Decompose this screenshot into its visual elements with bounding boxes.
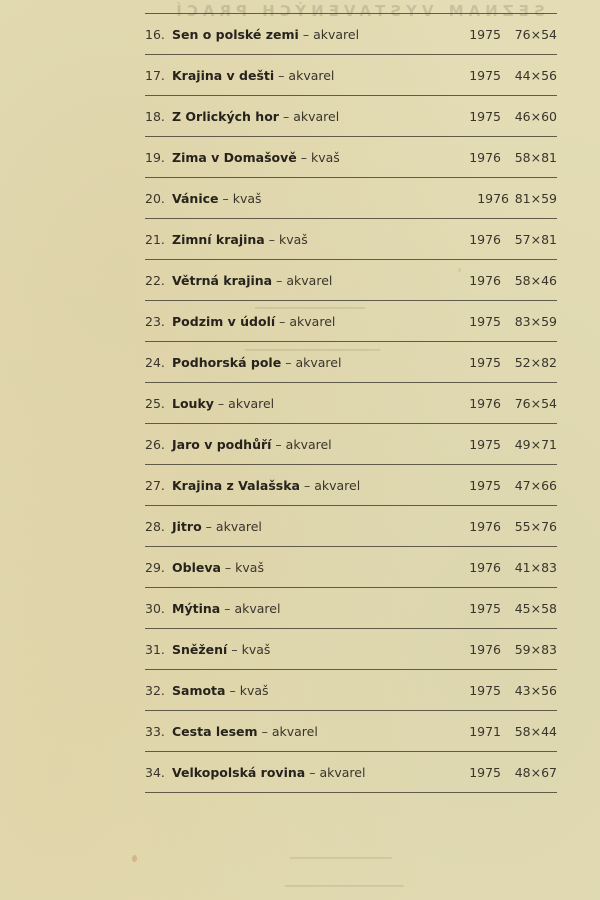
entry-dimensions: 49×71: [514, 436, 557, 452]
entry-number: 22.: [145, 272, 165, 288]
entry-medium: akvarel: [271, 723, 318, 739]
entry-medium: akvarel: [285, 436, 332, 452]
entry-dimensions: 76×54: [514, 395, 557, 411]
entry-year: 1976: [469, 272, 501, 288]
exhibited-works-list: [145, 13, 557, 793]
separator-dash: –: [261, 723, 268, 739]
separator-dash: –: [303, 477, 311, 493]
list-item: [145, 383, 557, 423]
entry-medium: akvarel: [289, 313, 336, 329]
entry-medium: akvarel: [286, 272, 333, 288]
separator-dash: –: [275, 436, 282, 452]
entry-dimensions: 58×44: [514, 723, 557, 739]
list-item: [145, 670, 557, 710]
list-item: [145, 629, 557, 669]
entry-number: 23.: [145, 313, 165, 329]
entry-number: 18.: [145, 108, 165, 124]
show-through-text: ▁▁▁▁▁▁▁▁▁▁▁▁▁: [255, 296, 365, 309]
show-through-heading: SEZNAM VYSTAVENÝCH PRACÍ: [171, 2, 545, 20]
entry-number: 19.: [145, 149, 165, 165]
entry-dimensions: 81×59: [514, 190, 557, 206]
entry-medium: akvarel: [293, 108, 340, 124]
entry-year: 1976: [469, 518, 501, 534]
entry-number: 24.: [145, 354, 165, 370]
entry-year: 1975: [469, 354, 501, 370]
list-item: [145, 465, 557, 505]
entry-title: Krajina z Valašska: [172, 477, 300, 493]
list-item: [145, 752, 557, 792]
entry-title: Zimní krajina: [172, 231, 265, 247]
entry-number: 33.: [145, 723, 165, 739]
entry-number: 30.: [145, 600, 165, 616]
entry-year: 1975: [469, 108, 501, 124]
entry-title: Jitro: [172, 518, 202, 534]
entry-number: 17.: [145, 67, 165, 83]
entry-year: 1976: [469, 231, 501, 247]
entry-year: 1976: [469, 559, 501, 575]
entry-number: 29.: [145, 559, 165, 575]
entry-medium: kvaš: [235, 559, 264, 575]
entry-title: Z Orlických hor: [172, 108, 279, 124]
entry-number: 16.: [145, 26, 165, 42]
entry-number: 27.: [145, 477, 165, 493]
entry-dimensions: 47×66: [514, 477, 557, 493]
entry-dimensions: 83×59: [514, 313, 557, 329]
separator-dash: –: [282, 108, 290, 124]
separator-dash: –: [224, 559, 232, 575]
entry-medium: akvarel: [313, 26, 360, 42]
entry-medium: kvaš: [241, 641, 271, 657]
list-item: [145, 96, 557, 136]
entry-dimensions: 41×83: [514, 559, 557, 575]
list-item: [145, 260, 557, 300]
entry-dimensions: 45×58: [514, 600, 557, 616]
entry-title: Jaro v podhůří: [172, 436, 272, 452]
list-item: [145, 588, 557, 628]
entry-year: 1975: [469, 436, 501, 452]
entry-year: 1975: [469, 682, 501, 698]
list-item: [145, 547, 557, 587]
row-divider: [145, 792, 557, 793]
separator-dash: –: [309, 764, 316, 780]
entry-year: 1976: [477, 190, 509, 206]
paper-stain: [132, 855, 137, 862]
entry-title: Cesta lesem: [172, 723, 258, 739]
entry-title: Vánice: [172, 190, 219, 206]
entry-medium: akvarel: [295, 354, 342, 370]
entry-year: 1975: [469, 600, 501, 616]
list-item: [145, 219, 557, 259]
separator-dash: –: [222, 190, 229, 206]
list-item: [145, 178, 557, 218]
entry-medium: kvaš: [232, 190, 262, 206]
entry-number: 21.: [145, 231, 165, 247]
entry-number: 31.: [145, 641, 165, 657]
entry-title: Větrná krajina: [172, 272, 273, 288]
separator-dash: –: [278, 67, 285, 83]
entry-medium: akvarel: [234, 600, 281, 616]
entry-dimensions: 44×56: [514, 67, 557, 83]
entry-medium: akvarel: [228, 395, 275, 411]
entry-year: 1976: [469, 395, 501, 411]
entry-medium: akvarel: [314, 477, 361, 493]
separator-dash: –: [276, 272, 283, 288]
list-item: [145, 711, 557, 751]
entry-medium: kvaš: [278, 231, 308, 247]
list-item: [145, 342, 557, 382]
entry-title: Velkopolská rovina: [172, 764, 306, 780]
entry-medium: kvaš: [311, 149, 340, 165]
entry-number: 28.: [145, 518, 165, 534]
entry-dimensions: 52×82: [514, 354, 557, 370]
separator-dash: –: [268, 231, 275, 247]
separator-dash: –: [205, 518, 212, 534]
entry-year: 1975: [469, 313, 501, 329]
entry-year: 1975: [469, 26, 501, 42]
separator-dash: –: [302, 26, 310, 42]
entry-number: 26.: [145, 436, 165, 452]
show-through-text: ▁▁▁▁▁▁▁▁▁▁▁▁▁▁▁▁: [245, 338, 381, 351]
entry-medium: akvarel: [288, 67, 335, 83]
list-item: [145, 14, 557, 54]
entry-year: 1976: [469, 641, 501, 657]
separator-dash: –: [231, 641, 238, 657]
entry-year: 1975: [469, 67, 501, 83]
list-item: [145, 506, 557, 546]
list-item: [145, 424, 557, 464]
separator-dash: –: [300, 149, 307, 165]
entry-title: Mýtina: [172, 600, 221, 616]
entry-dimensions: 43×56: [514, 682, 557, 698]
separator-dash: –: [285, 354, 292, 370]
separator-dash: –: [279, 313, 286, 329]
entry-dimensions: 46×60: [514, 108, 557, 124]
entry-medium: akvarel: [215, 518, 262, 534]
entry-dimensions: 59×83: [514, 641, 557, 657]
entry-year: 1971: [469, 723, 501, 739]
entry-dimensions: 57×81: [514, 231, 557, 247]
entry-dimensions: 48×67: [514, 764, 557, 780]
entry-year: 1976: [469, 149, 501, 165]
entry-title: Krajina v dešti: [172, 67, 275, 83]
entry-medium: akvarel: [319, 764, 366, 780]
list-item: [145, 55, 557, 95]
entry-dimensions: 58×81: [514, 149, 557, 165]
show-through-text: ▁▁▁▁▁▁▁▁▁▁▁▁: [290, 846, 392, 859]
entry-year: 1975: [469, 477, 501, 493]
entry-title: Zima v Domašově: [172, 149, 297, 165]
entry-number: 34.: [145, 764, 165, 780]
entry-title: Louky: [172, 395, 214, 411]
entry-title: Podhorská pole: [172, 354, 282, 370]
list-item: [145, 137, 557, 177]
entry-number: 32.: [145, 682, 165, 698]
entry-medium: kvaš: [239, 682, 269, 698]
entry-title: Obleva: [172, 559, 221, 575]
show-through-text: ▁▁▁▁▁▁▁▁▁▁▁▁▁▁: [285, 874, 404, 887]
entry-dimensions: 55×76: [514, 518, 557, 534]
entry-number: 25.: [145, 395, 165, 411]
entry-title: Sněžení: [172, 641, 228, 657]
entry-dimensions: 76×54: [514, 26, 557, 42]
entry-title: Sen o polské zemi: [172, 26, 299, 42]
entry-title: Samota: [172, 682, 226, 698]
separator-dash: –: [217, 395, 225, 411]
entry-dimensions: 58×46: [514, 272, 557, 288]
separator-dash: –: [224, 600, 231, 616]
separator-dash: –: [229, 682, 236, 698]
list-item: [145, 301, 557, 341]
entry-year: 1975: [469, 764, 501, 780]
entry-number: 20.: [145, 190, 165, 206]
entry-title: Podzim v údolí: [172, 313, 276, 329]
